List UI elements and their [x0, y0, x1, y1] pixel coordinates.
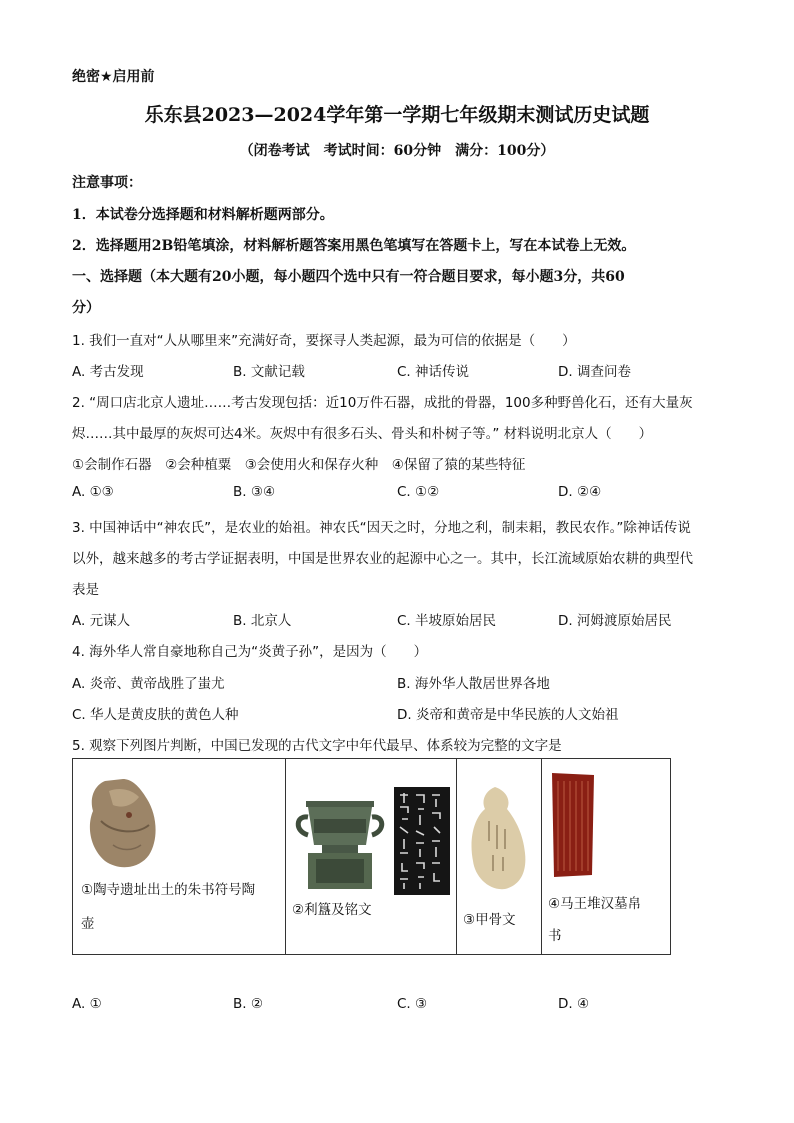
caption-pottery: ①陶寺遗址出土的朱书符号陶 [81, 882, 256, 898]
image-cell-oracle-bone [457, 759, 542, 955]
q1-option-c: C. 神话传说 [397, 364, 470, 380]
q2-option-c: C. ①② [397, 484, 440, 500]
question-5-stem: 5. 观察下列图片判断，中国已发现的古代文字中年代最早、体系较为完整的文字是 [72, 738, 562, 754]
q3-option-c: C. 半坡原始居民 [397, 613, 497, 629]
q2-option-a: A. ①③ [72, 484, 114, 500]
question-2-choices: ①会制作石器 ②会种植粟 ③会使用火和保存火种 ④保留了猿的某些特征 [72, 457, 526, 473]
confidential-label: 绝密★启用前 [72, 69, 155, 85]
note-item-2: 2．选择题用2B铅笔填涂，材料解析题答案用黑色笔填写在答题卡上，写在本试卷上无效。 [72, 238, 636, 254]
inscription-rubbing-image [394, 787, 450, 895]
caption-pottery-line2: 壶 [81, 916, 95, 932]
image-cell-pottery [73, 759, 286, 955]
q4-option-a: A. 炎帝、黄帝战胜了蚩尤 [72, 676, 225, 692]
question-2-stem-line2: 烬……其中最厚的灰烬可达4米。灰烬中有很多石头、骨头和朴树子等。” 材料说明北京人（ ） [72, 426, 653, 442]
q5-option-c: C. ③ [397, 996, 428, 1012]
q5-option-b: B. ② [233, 996, 263, 1012]
question-1-stem: 1. 我们一直对“人从哪里来”充满好奇，要探寻人类起源，最为可信的依据是（ ） [72, 333, 576, 349]
notes-heading: 注意事项： [72, 175, 142, 191]
note-item-1: 1．本试卷分选择题和材料解析题两部分。 [72, 207, 334, 223]
q3-option-b: B. 北京人 [233, 613, 292, 629]
caption-silk: ④马王堆汉墓帛 [548, 896, 642, 912]
q4-option-c: C. 华人是黄皮肤的黄色人种 [72, 707, 239, 723]
q4-option-b: B. 海外华人散居世界各地 [397, 676, 550, 692]
question-3-stem-line3: 表是 [72, 582, 99, 598]
oracle-bone-image [465, 785, 531, 893]
caption-bronze: ②利簋及铭文 [292, 902, 372, 918]
page-title: 乐东县2023—2024学年第一学期七年级期末测试历史试题 [144, 104, 650, 126]
q3-option-a: A. 元谋人 [72, 613, 131, 629]
bronze-gui-vessel-image [292, 795, 388, 893]
section-heading: 一、选择题（本大题有20小题，每小题四个选中只有一符合题目要求，每小题3分，共60 [72, 269, 625, 285]
q2-option-b: B. ③④ [233, 484, 276, 500]
pottery-pot-image [83, 775, 161, 871]
image-table [72, 758, 671, 955]
caption-silk-line2: 书 [548, 928, 562, 944]
exam-subtitle: （闭卷考试 考试时间：60分钟 满分：100分） [239, 143, 555, 159]
question-3-stem: 3. 中国神话中“神农氏”，是农业的始祖。神农氏“因天之时，分地之利，制耒耜，教民农作。”除神话传说 [72, 520, 691, 536]
image-cell-silk [542, 759, 671, 955]
q1-option-b: B. 文献记载 [233, 364, 305, 380]
q1-option-d: D. 调查问卷 [558, 364, 631, 380]
question-2-stem: 2. “周口店北京人遗址……考古发现包括：近10万件石器，成批的骨器，100多种野兽化石，还有大量灰 [72, 395, 693, 411]
q4-option-d: D. 炎帝和黄帝是中华民族的人文始祖 [397, 707, 619, 723]
section-heading-cont: 分） [72, 300, 100, 316]
q5-option-a: A. ① [72, 996, 102, 1012]
caption-oracle-bone: ③甲骨文 [463, 912, 516, 928]
silk-manuscript-image [550, 771, 596, 879]
question-4-stem: 4. 海外华人常自豪地称自己为“炎黄子孙”，是因为（ ） [72, 644, 428, 660]
q1-option-a: A. 考古发现 [72, 364, 144, 380]
question-3-stem-line2: 以外，越来越多的考古学证据表明，中国是世界农业的起源中心之一。其中，长江流域原始农耕的典型代 [72, 551, 693, 567]
q2-option-d: D. ②④ [558, 484, 602, 500]
q3-option-d: D. 河姆渡原始居民 [558, 613, 672, 629]
image-cell-bronze [286, 759, 457, 955]
q5-option-d: D. ④ [558, 996, 590, 1012]
